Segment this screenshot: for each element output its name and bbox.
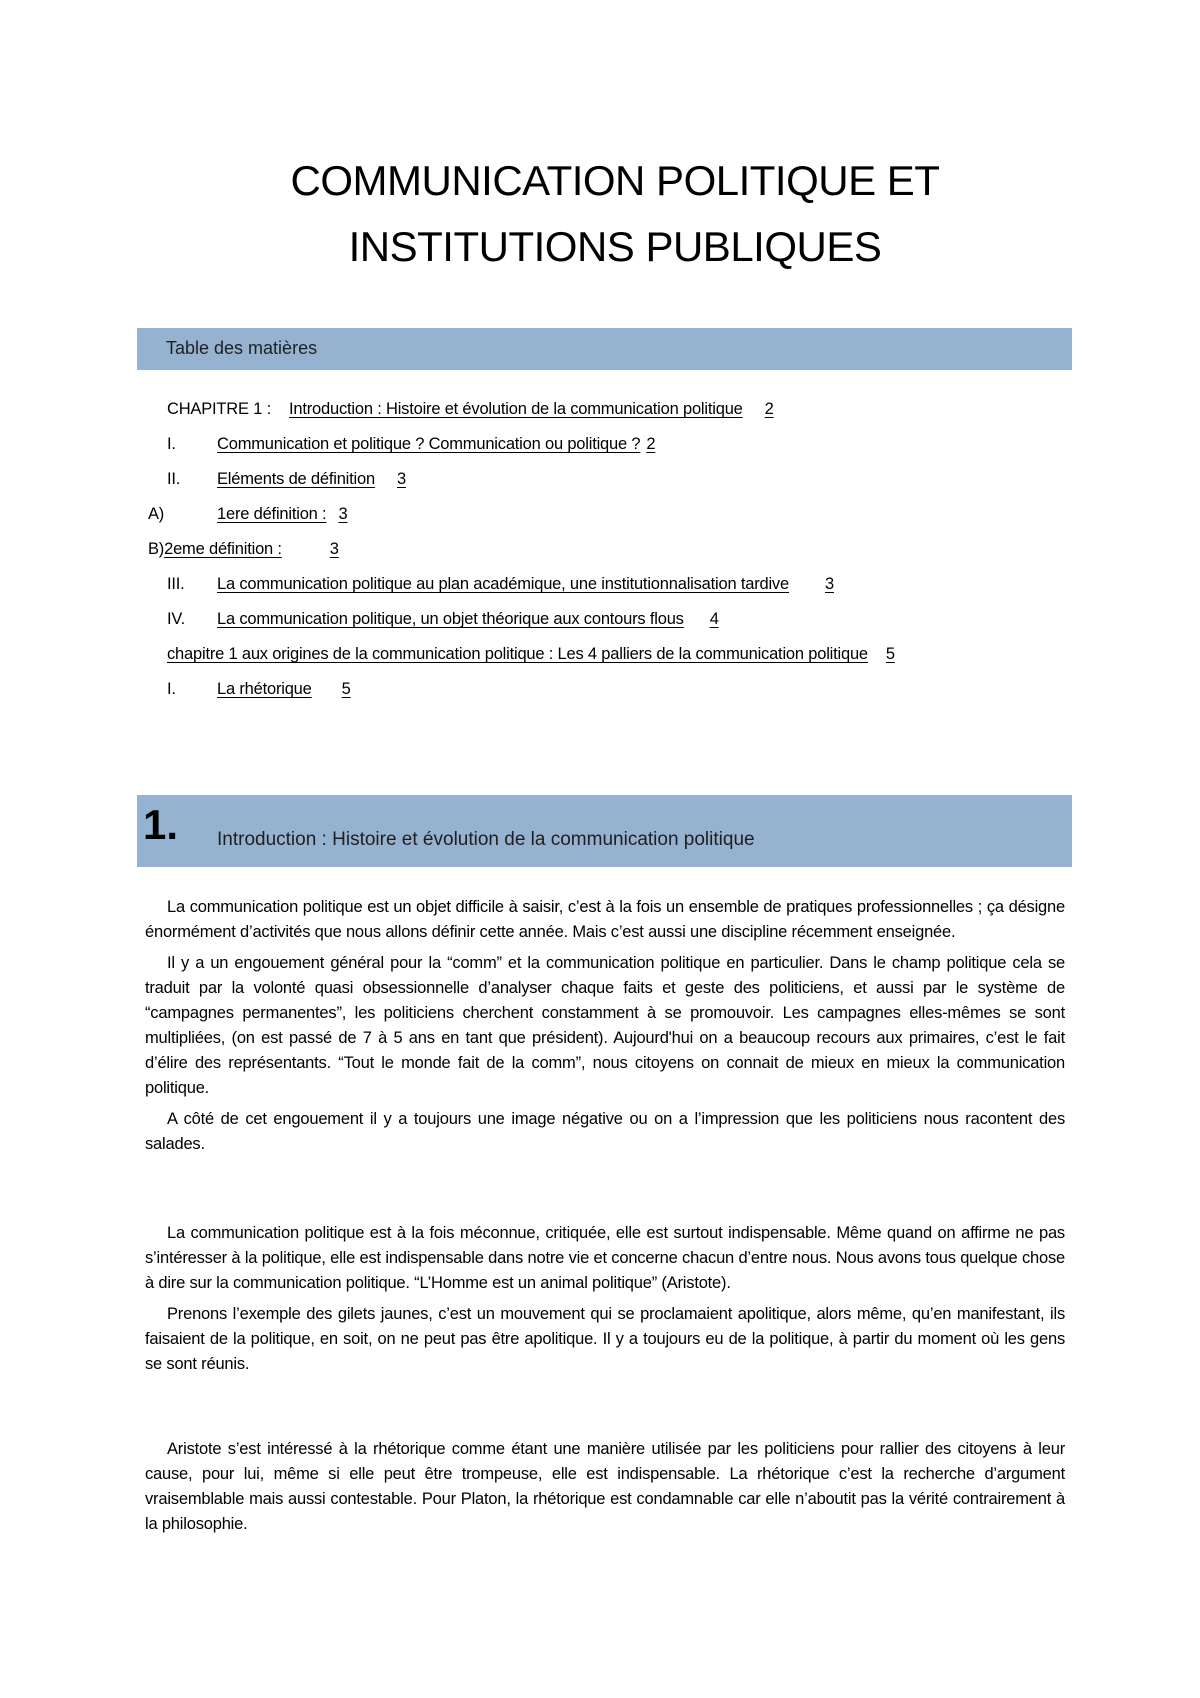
toc-heading: Table des matières — [166, 338, 318, 358]
body-block-1 — [145, 895, 1065, 1157]
toc-heading-banner — [137, 328, 1072, 370]
toc-entry-a[interactable]: A) 1ere définition : 3 — [148, 505, 348, 523]
toc-entry-chapitre-1[interactable]: CHAPITRE 1 : Introduction : Histoire et évolution de la communication politique 2 — [167, 400, 774, 418]
toc-entry-b[interactable]: B)2eme définition : 3 — [148, 540, 339, 558]
toc-entry-section-i[interactable]: I. Communication et politique ? Communication ou politique ? 2 — [167, 435, 656, 453]
paragraph: Prenons l’exemple des gilets jaunes, c’est un mouvement qui se proclamaient apolitique, alors même, qu’en manifestant, ils faisaient de la politique, en soit, on ne peut pas être apolitique. Il y a toujours eu de la politique, à partir du moment où les gens se sont réunis. — [145, 1305, 1065, 1373]
toc-entry-rhetorique[interactable]: I. La rhétorique 5 — [167, 680, 351, 698]
chapter-title: Introduction : Histoire et évolution de la communication politique — [217, 829, 755, 850]
toc-entry-section-ii[interactable]: II. Eléments de définition 3 — [167, 470, 406, 488]
paragraph: La communication politique est un objet difficile à saisir, c’est à la fois un ensemble de pratiques professionnelles ; ça désigne énormément d’activités que nous allons définir cette année. Mais c’est aussi une discipline récemment enseignée. — [145, 898, 1065, 941]
document-title — [140, 148, 1090, 280]
paragraph: Il y a un engouement général pour la “comm” et la communication politique en particulier. Dans le champ politique cela se traduit par la volonté quasi obsessionnelle d’analyser chaque faits et geste des politiciens, et aussi par le système de “campagnes permanentes”, les politiciens cherchent constamment à se promouvoir. Les campagnes elles-mêmes se sont multipliées, (on est passé de 7 à 5 ans en tant que président). Aujourd'hui on a beaucoup recours aux primaires, c’est le fait d’élire des représentants. “Tout le monde fait de la comm”, nous citoyens on connait de mieux en mieux la communication politique. — [145, 954, 1065, 1097]
paragraph: La communication politique est à la fois méconnue, critiquée, elle est surtout indispensable. Même quand on affirme ne pas s’intéresser à la politique, elle est indispensable dans notre vie et concerne chacun d’entre nous. Nous avons tous quelque chose à dire sur la communication politique. “L’Homme est un animal politique” (Aristote). — [145, 1224, 1065, 1292]
toc-entry-section-iv[interactable]: IV. La communication politique, un objet théorique aux contours flous 4 — [167, 610, 719, 628]
body-block-3 — [145, 1437, 1065, 1537]
paragraph: A côté de cet engouement il y a toujours une image négative ou on a l’impression que les politiciens nous racontent des salades. — [145, 1110, 1065, 1153]
toc-entry-section-iii[interactable]: III. La communication politique au plan académique, une institutionnalisation tardive 3 — [167, 575, 834, 593]
paragraph: Aristote s’est intéressé à la rhétorique comme étant une manière utilisée par les politiciens pour rallier des citoyens à leur cause, pour lui, même si elle peut être trompeuse, elle est indispensable. La rhétorique c’est la recherche d’argument vraisemblable mais aussi contestable. Pour Platon, la rhétorique est condamnable car elle n’aboutit pas la vérité contrairement à la philosophie. — [145, 1440, 1065, 1533]
toc-entry-chapitre-1-origines[interactable]: chapitre 1 aux origines de la communication politique : Les 4 palliers de la communication politique 5 — [167, 645, 895, 663]
body-block-2 — [145, 1221, 1065, 1377]
title-line-1: COMMUNICATION POLITIQUE ET — [290, 157, 940, 204]
chapter-number: 1. — [143, 801, 179, 848]
title-line-2: INSTITUTIONS PUBLIQUES — [348, 223, 882, 270]
chapter-heading-banner — [137, 795, 1072, 867]
